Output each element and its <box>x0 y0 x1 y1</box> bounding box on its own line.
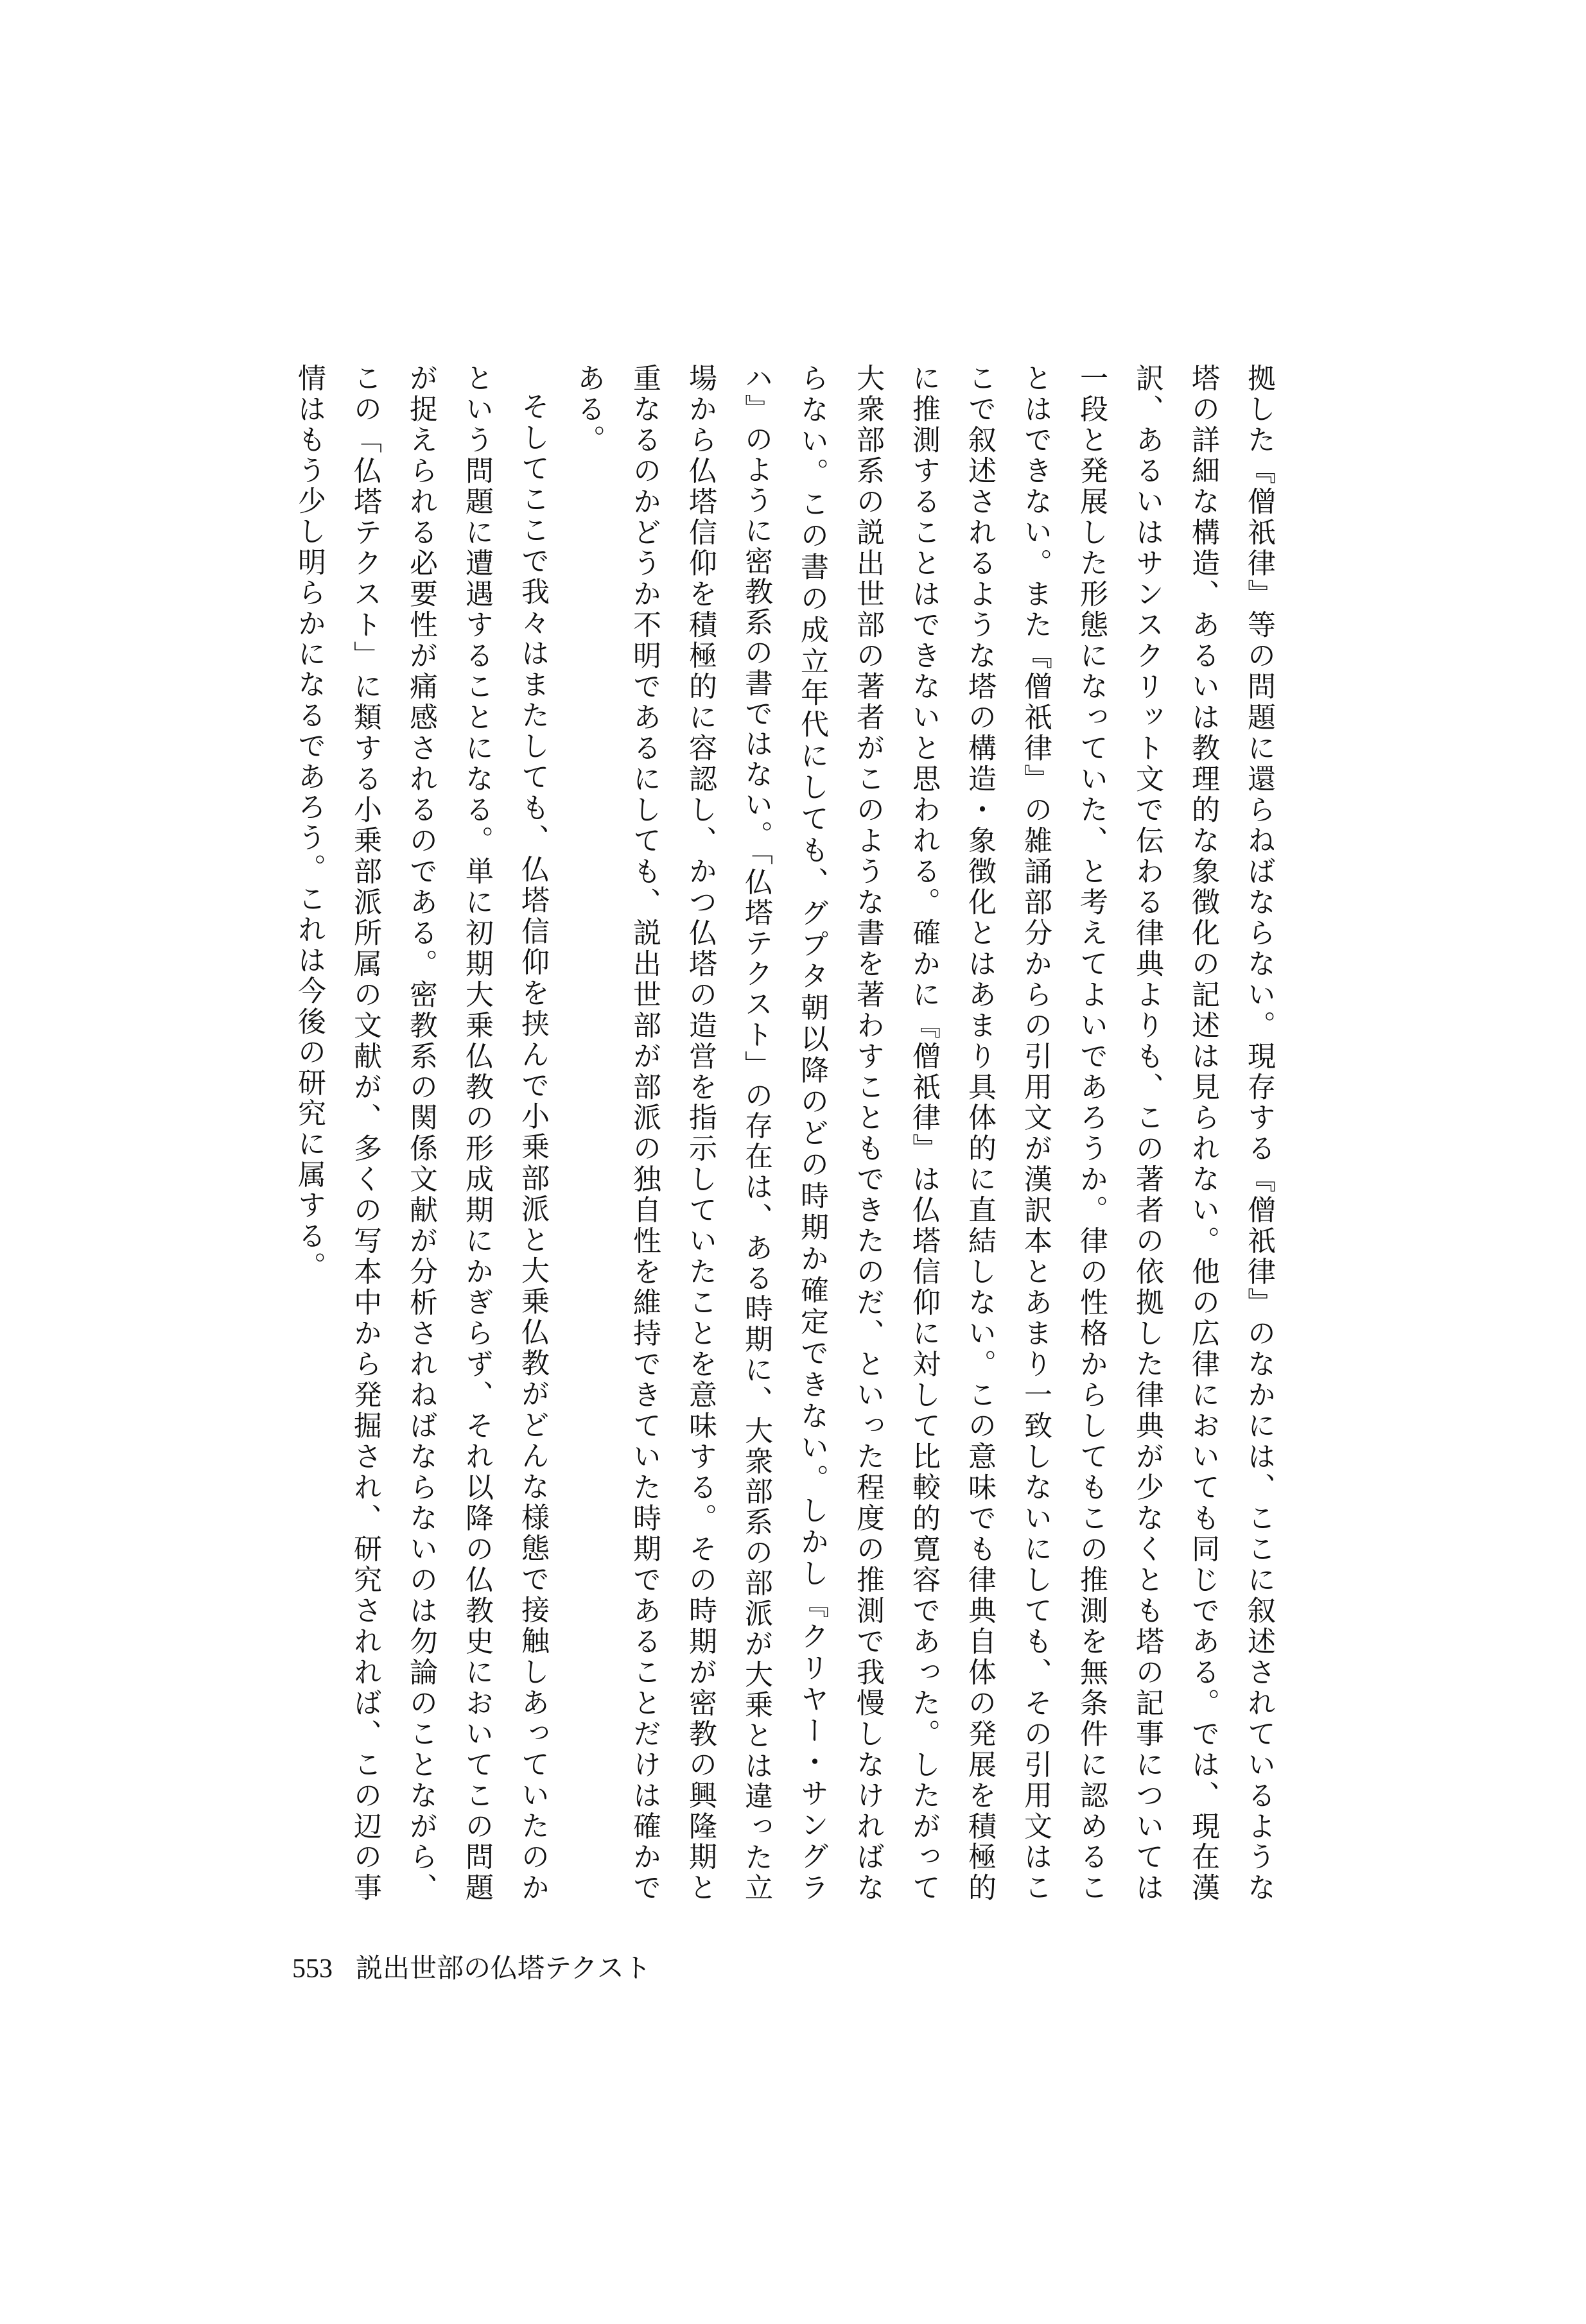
text-column: 一段と発展した形態になっていた、と考えてよいであろうか。律の性格からしてもこの推測を無条件に認めるこ <box>1075 363 1108 1901</box>
text-column: 塔の詳細な構造、あるいは教理的な象徴化の記述は見られない。他の広律においても同じである。では、現在漢 <box>1187 363 1219 1901</box>
body-text <box>281 363 1287 1901</box>
text-column: こで叙述されるような塔の構造・象徴化とはあまり具体的に直結しない。この意味でも律典自体の発展を積極的 <box>963 363 996 1901</box>
text-column: とはできない。また『僧祇律』の雑誦部分からの引用文が漢訳本とあまり一致しないにしても、その引用文はこ <box>1019 363 1052 1901</box>
text-column: 拠した『僧祇律』等の問題に還らねばならない。現存する『僧祇律』のなかには、ここに叙述されているような <box>1242 363 1275 1901</box>
text-column: 大衆部系の説出世部の著者がこのような書を著わすこともできたのだ、といった程度の推測で我慢しなければな <box>851 363 884 1901</box>
page-number: 553 <box>292 1954 333 1984</box>
paragraph-start-column: そしてここで我々はまたしても、仏塔信仰を挟んで小乗部派と大乗仏教がどんな様態で接触しあっていたのか <box>516 392 549 1901</box>
text-column: らない。この書の成立年代にしても、グプタ朝以降のどの時期か確定できない。しかし『クリヤー・サングラ <box>796 363 828 1901</box>
text-column: が捉えられる必要性が痛感されるのである。密教系の関係文献が分析されねばならないのは勿論のことながら、 <box>405 363 437 1902</box>
text-column: ハ』のように密教系の書ではない。「仏塔テクスト」の存在は、ある時期に、大衆部系の部派が大乗とは違った立 <box>740 363 772 1901</box>
text-column: この「仏塔テクスト」に類する小乗部派所属の文献が、多くの写本中から発掘され、研究されれば、この辺の事 <box>349 363 381 1902</box>
paragraph-end-column: ある。 <box>572 363 605 456</box>
page-footer <box>292 1952 651 1986</box>
text-column: という問題に遭遇することになる。単に初期大乗仏教の形成期にかぎらず、それ以降の仏教史においてこの問題 <box>460 363 493 1901</box>
text-column: 訳、あるいはサンスクリット文で伝わる律典よりも、この著者の依拠した律典が少なくとも塔の記事については <box>1131 363 1163 1902</box>
text-column: 重なるのかどうか不明であるにしても、説出世部が部派の独自性を維持できていた時期であることだけは確かで <box>628 363 661 1901</box>
text-column: 場から仏塔信仰を積極的に容認し、かつ仏塔の造営を指示していたことを意味する。その時期が密教の興隆期と <box>684 363 717 1901</box>
text-column: に推測することはできないと思われる。確かに『僧祇律』は仏塔信仰に対して比較的寛容であった。したがって <box>907 363 940 1902</box>
paragraph-end-column: 情はもう少し明らかになるであろう。これは今後の研究に属する。 <box>293 363 326 1282</box>
running-title: 説出世部の仏塔テクスト <box>356 1952 651 1984</box>
